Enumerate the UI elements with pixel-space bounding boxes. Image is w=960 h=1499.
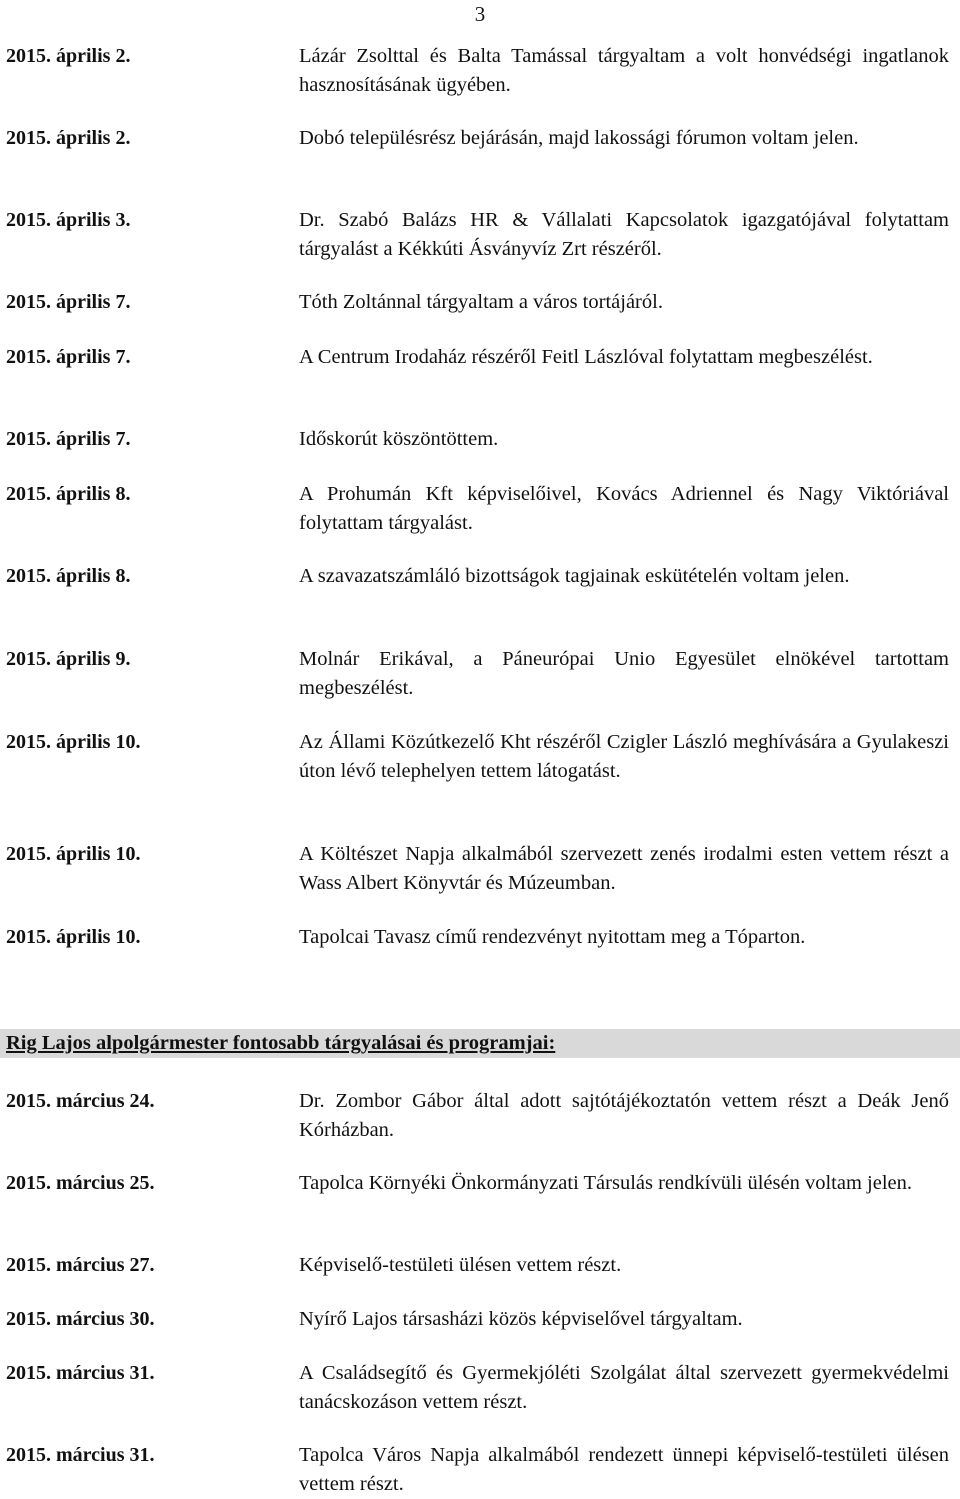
entry-date: 2015. április 2.: [6, 45, 131, 67]
entry-description: Dr. Zombor Gábor által adott sajtótájékoztatón vettem részt a Deák Jenő Kórházban.: [299, 1090, 949, 1141]
entry-date: 2015. április 7.: [6, 428, 131, 450]
section-heading: [0, 1029, 960, 1058]
entry-date: 2015. március 30.: [6, 1308, 155, 1330]
entry-description: Dobó településrész bejárásán, majd lakossági fórumon voltam jelen.: [299, 127, 859, 149]
entry-date: 2015. április 7.: [6, 291, 131, 313]
entry-description: A Prohumán Kft képviselőivel, Kovács Adriennel és Nagy Viktóriával folytattam tárgyalást.: [299, 483, 949, 534]
entry-description: Tapolca Környéki Önkormányzati Társulás rendkívüli ülésén voltam jelen.: [299, 1172, 913, 1194]
entry-date: 2015. április 8.: [6, 565, 131, 587]
entry-date: 2015. április 10.: [6, 843, 141, 865]
entry-description: A Centrum Irodaház részéről Feitl Lászlóval folytattam megbeszélést.: [299, 346, 873, 368]
entry-description: Időskorút köszöntöttem.: [299, 428, 499, 450]
entry-description: Lázár Zsolttal és Balta Tamással tárgyaltam a volt honvédségi ingatlanok hasznosításának ügyében.: [299, 45, 949, 96]
entry-date: 2015. április 9.: [6, 648, 131, 670]
entry-date: 2015. március 27.: [6, 1254, 155, 1276]
entry-description: Nyírő Lajos társasházi közös képviselővel tárgyaltam.: [299, 1308, 743, 1330]
entry-description: A szavazatszámláló bizottságok tagjainak eskütételén voltam jelen.: [299, 565, 850, 587]
entry-date: 2015. március 31.: [6, 1362, 155, 1384]
entry-description: Az Állami Közútkezelő Kht részéről Czigler László meghívására a Gyulakeszi úton lévő telephelyen tettem látogatást.: [299, 731, 949, 782]
entry-description: Tapolcai Tavasz című rendezvényt nyitottam meg a Tóparton.: [299, 926, 806, 948]
entry-description: A Családsegítő és Gyermekjóléti Szolgálat által szervezett gyermekvédelmi tanácskozáson vettem részt.: [299, 1362, 949, 1413]
entry-description: Tapolca Város Napja alkalmából rendezett ünnepi képviselő-testületi ülésen vettem részt.: [299, 1444, 949, 1495]
entry-description: Molnár Erikával, a Páneurópai Unio Egyesület elnökével tartottam megbeszélést.: [299, 648, 949, 699]
section-heading-text: Rig Lajos alpolgármester fontosabb tárgyalásai és programjai:: [6, 1032, 556, 1054]
entry-date: 2015. április 3.: [6, 209, 131, 231]
entry-description: Dr. Szabó Balázs HR & Vállalati Kapcsolatok igazgatójával folytattam tárgyalást a Kékkúti Ásványvíz Zrt részéről.: [299, 209, 949, 260]
entry-description: Képviselő-testületi ülésen vettem részt.: [299, 1254, 622, 1276]
entry-date: 2015. április 8.: [6, 483, 131, 505]
entry-date: 2015. március 24.: [6, 1090, 155, 1112]
page-number: 3: [474, 2, 486, 26]
entry-date: 2015. március 31.: [6, 1444, 155, 1466]
entry-description: Tóth Zoltánnal tárgyaltam a város tortájáról.: [299, 291, 663, 313]
entry-date: 2015. április 7.: [6, 346, 131, 368]
entry-description: A Költészet Napja alkalmából szervezett zenés irodalmi esten vettem részt a Wass Albert Könyvtár és Múzeumban.: [299, 843, 949, 894]
entry-date: 2015. április 10.: [6, 731, 141, 753]
entry-date: 2015. március 25.: [6, 1172, 155, 1194]
entry-date: 2015. április 2.: [6, 127, 131, 149]
entry-date: 2015. április 10.: [6, 926, 141, 948]
